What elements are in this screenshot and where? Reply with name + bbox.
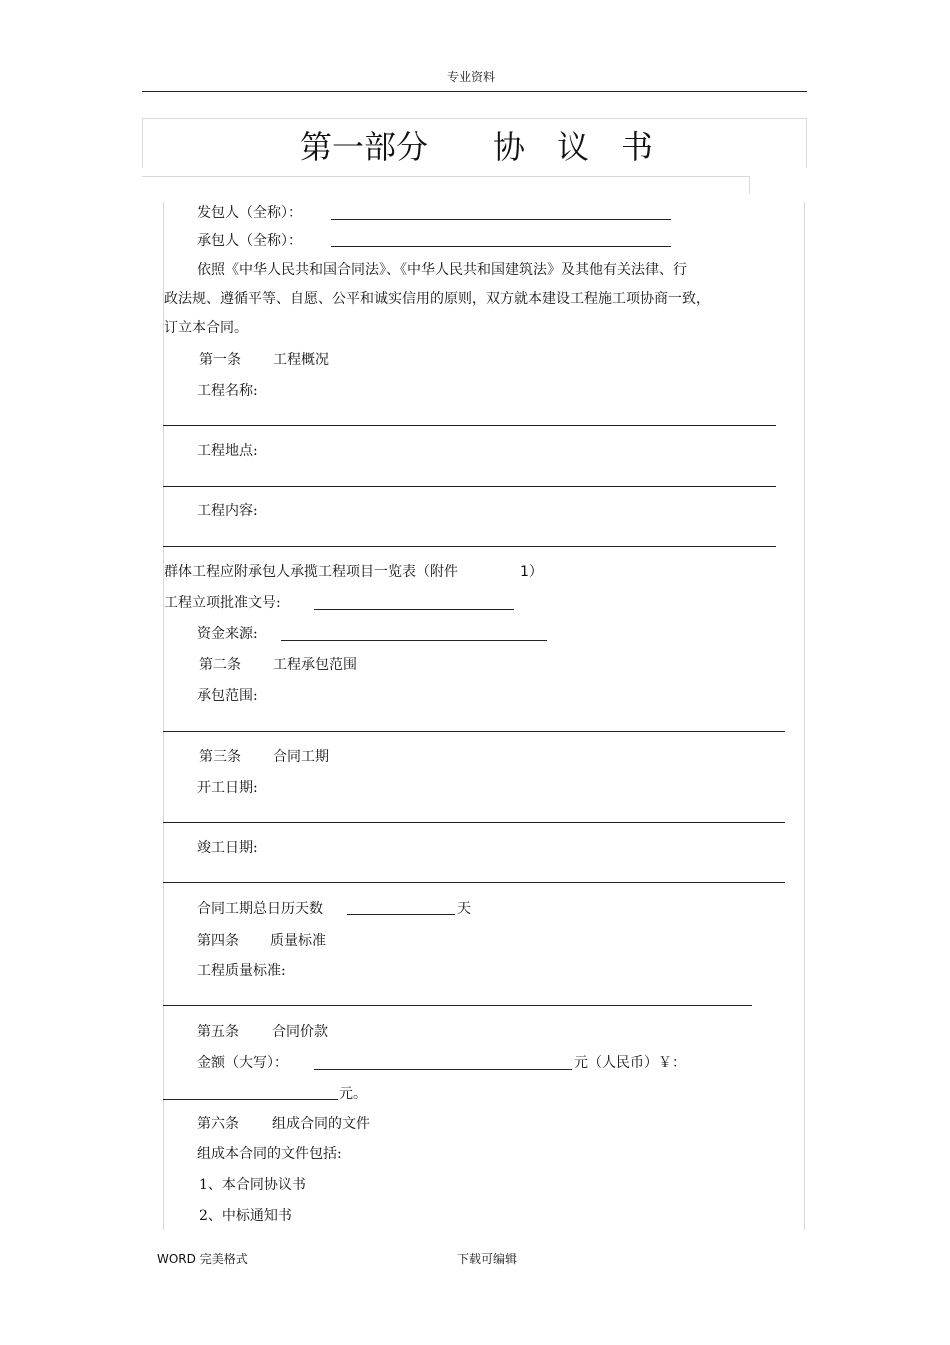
employer-label: 发包人（全称）： bbox=[197, 205, 302, 221]
amount-words-blank[interactable] bbox=[314, 1069, 572, 1070]
project-name-label: 工程名称: bbox=[197, 383, 258, 399]
group-project-note: 群体工程应附承包人承揽工程项目一览表（附件 bbox=[164, 564, 458, 580]
body-frame-right bbox=[804, 202, 805, 1230]
group-project-note-no: 1） bbox=[520, 564, 543, 580]
title-frame-left bbox=[142, 118, 143, 168]
funding-source-blank[interactable] bbox=[281, 640, 547, 641]
end-date-label: 竣工日期: bbox=[197, 840, 258, 856]
page-header: 专业资料 bbox=[447, 70, 496, 84]
project-content-blank[interactable] bbox=[163, 546, 776, 547]
art4-title: 质量标准 bbox=[270, 933, 326, 949]
approval-no-label: 工程立项批准文号: bbox=[164, 595, 281, 611]
quality-std-label: 工程质量标准: bbox=[197, 963, 286, 979]
art6-title: 组成合同的文件 bbox=[272, 1116, 370, 1132]
rmb-label: 元（人民币）￥： bbox=[574, 1055, 686, 1071]
intro-line-3: 订立本合同。 bbox=[164, 320, 248, 336]
end-date-blank[interactable] bbox=[163, 882, 785, 883]
days-unit: 天 bbox=[457, 901, 471, 917]
project-location-blank[interactable] bbox=[163, 486, 776, 487]
art1-no: 第一条 bbox=[199, 352, 241, 368]
approval-no-blank[interactable] bbox=[314, 609, 514, 610]
project-location-label: 工程地点: bbox=[197, 443, 258, 459]
docs-intro: 组成本合同的文件包括: bbox=[197, 1146, 342, 1162]
art1-title: 工程概况 bbox=[273, 352, 329, 368]
contractor-blank[interactable] bbox=[331, 246, 671, 247]
art5-title: 合同价款 bbox=[272, 1024, 328, 1040]
total-days-blank[interactable] bbox=[347, 914, 455, 915]
body-frame-left bbox=[163, 202, 164, 1230]
title-frame-right bbox=[806, 118, 807, 168]
scope-blank[interactable] bbox=[163, 731, 785, 732]
art5-no: 第五条 bbox=[197, 1024, 239, 1040]
title-part: 第一部分 bbox=[300, 128, 429, 166]
art3-no: 第三条 bbox=[199, 749, 241, 765]
footer-center: 下载可编辑 bbox=[457, 1252, 518, 1266]
title-frame-bottom bbox=[142, 176, 749, 177]
footer-left: WORD 完美格式 bbox=[157, 1252, 248, 1266]
art2-no: 第二条 bbox=[199, 657, 241, 673]
project-name-blank[interactable] bbox=[163, 425, 776, 426]
contractor-label: 承包人（全称）： bbox=[197, 233, 302, 249]
quality-std-blank[interactable] bbox=[163, 1005, 752, 1006]
funding-source-label: 资金来源: bbox=[197, 626, 258, 642]
start-date-label: 开工日期: bbox=[197, 780, 258, 796]
title-name: 协 议 书 bbox=[493, 128, 654, 166]
doc-item-2: 2、中标通知书 bbox=[199, 1208, 292, 1224]
scope-label: 承包范围: bbox=[197, 688, 258, 704]
art6-no: 第六条 bbox=[197, 1116, 239, 1132]
art3-title: 合同工期 bbox=[273, 749, 329, 765]
yuan-end: 元。 bbox=[339, 1086, 367, 1102]
art2-title: 工程承包范围 bbox=[273, 657, 357, 673]
title-frame-top bbox=[142, 118, 807, 119]
art4-no: 第四条 bbox=[197, 933, 239, 949]
amount-figures-blank[interactable] bbox=[163, 1099, 338, 1100]
header-rule bbox=[142, 91, 807, 92]
title-frame-right-inner bbox=[749, 176, 750, 194]
doc-item-1: 1、本合同协议书 bbox=[199, 1177, 306, 1193]
intro-line-1: 依照《中华人民共和国合同法》、《中华人民共和国建筑法》及其他有关法律、行 bbox=[197, 262, 687, 278]
employer-blank[interactable] bbox=[331, 219, 671, 220]
intro-line-2: 政法规、遵循平等、自愿、公平和诚实信用的原则，双方就本建设工程施工项协商一致， bbox=[164, 291, 710, 307]
total-days-label: 合同工期总日历天数 bbox=[197, 901, 323, 917]
amount-label: 金额（大写）： bbox=[197, 1055, 288, 1071]
project-content-label: 工程内容: bbox=[197, 503, 258, 519]
start-date-blank[interactable] bbox=[163, 822, 785, 823]
